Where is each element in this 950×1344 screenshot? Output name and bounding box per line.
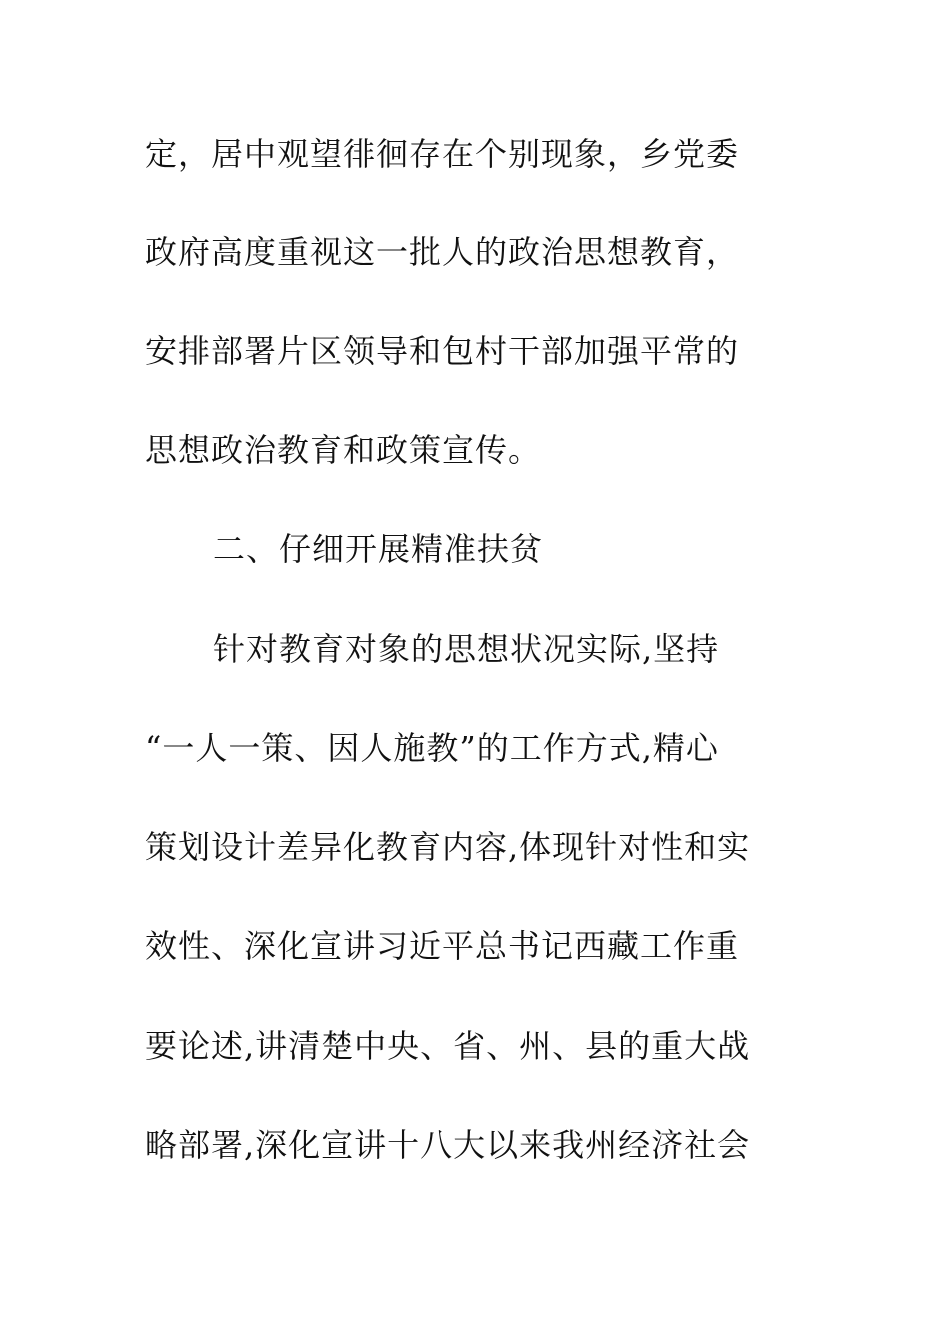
- body-text-line: 政府高度重视这一批人的政治思想教育，: [145, 233, 740, 271]
- body-text-line: 思想政治教育和政策宣传。: [145, 431, 542, 469]
- body-text-line: 略部署,深化宣讲十八大以来我州经济社会: [145, 1126, 751, 1164]
- paragraph-first-line: 针对教育对象的思想状况实际,坚持: [213, 630, 720, 668]
- body-text-line: 安排部署片区领导和包村干部加强平常的: [145, 332, 740, 370]
- body-text-line: 策划设计差异化教育内容,体现针对性和实: [145, 828, 751, 866]
- section-heading: 二、仔细开展精准扶贫: [213, 530, 544, 568]
- body-text-line: “一人一策、因人施教”的工作方式,精心: [145, 729, 719, 767]
- body-text-line: 定，居中观望徘徊存在个别现象，乡党委: [145, 135, 740, 173]
- body-text-line: 效性、深化宣讲习近平总书记西藏工作重: [145, 927, 740, 965]
- body-text-line: 要论述,讲清楚中央、省、州、县的重大战: [145, 1027, 751, 1065]
